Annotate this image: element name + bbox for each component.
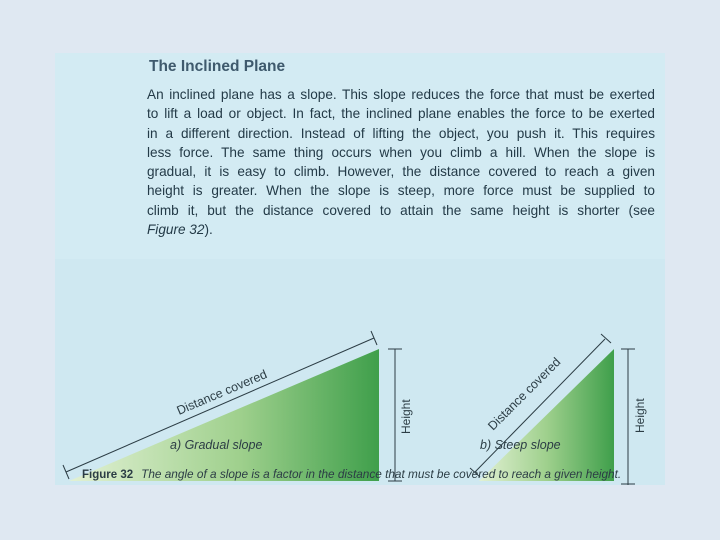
gradual-slope-triangle xyxy=(69,349,379,481)
page-title: The Inclined Plane xyxy=(149,58,286,75)
body-paragraph xyxy=(147,85,655,239)
figure-32 xyxy=(55,259,665,485)
figure-caption-text: The angle of a slope is a factor in the distance that must be covered to reach a given height. xyxy=(141,467,622,481)
steep-slope-caption-text: b) Steep slope xyxy=(480,438,561,452)
figure-caption-label: Figure 32 xyxy=(82,469,134,481)
paragraph-line: gradual, it is easy to climb. However, the distance covered to reach a given xyxy=(147,164,655,180)
paragraph-line: height is greater. When the slope is steep, more force must be supplied to xyxy=(147,183,655,199)
paragraph-line: less force. The same thing occurs when you climb a hill. When the slope is xyxy=(147,144,655,160)
steep-distance-label: Distance covered xyxy=(485,354,564,434)
figure-diagram xyxy=(55,259,665,485)
gradual-distance-label: Distance covered xyxy=(174,367,270,418)
figure-caption xyxy=(82,465,621,483)
gradual-height-label: Height xyxy=(399,399,413,434)
paragraph-line: An inclined plane has a slope. This slope reduces the force that must be exerted xyxy=(147,87,655,102)
paragraph-line-last xyxy=(147,220,655,239)
paragraph-line: to lift a load or object. In fact, the inclined plane enables the force to be exerted xyxy=(147,106,655,122)
paragraph-line: in a different direction. Instead of lifting the object, you push it. This requires xyxy=(147,125,655,141)
textbook-page xyxy=(55,53,665,485)
paragraph-tail: ). xyxy=(204,222,213,238)
figure-reference: Figure 32 xyxy=(147,222,205,238)
steep-height-label: Height xyxy=(633,398,647,433)
paragraph-line: climb it, but the distance covered to attain the same height is shorter (see xyxy=(147,202,655,218)
gradual-slope-caption-text: a) Gradual slope xyxy=(170,438,263,452)
